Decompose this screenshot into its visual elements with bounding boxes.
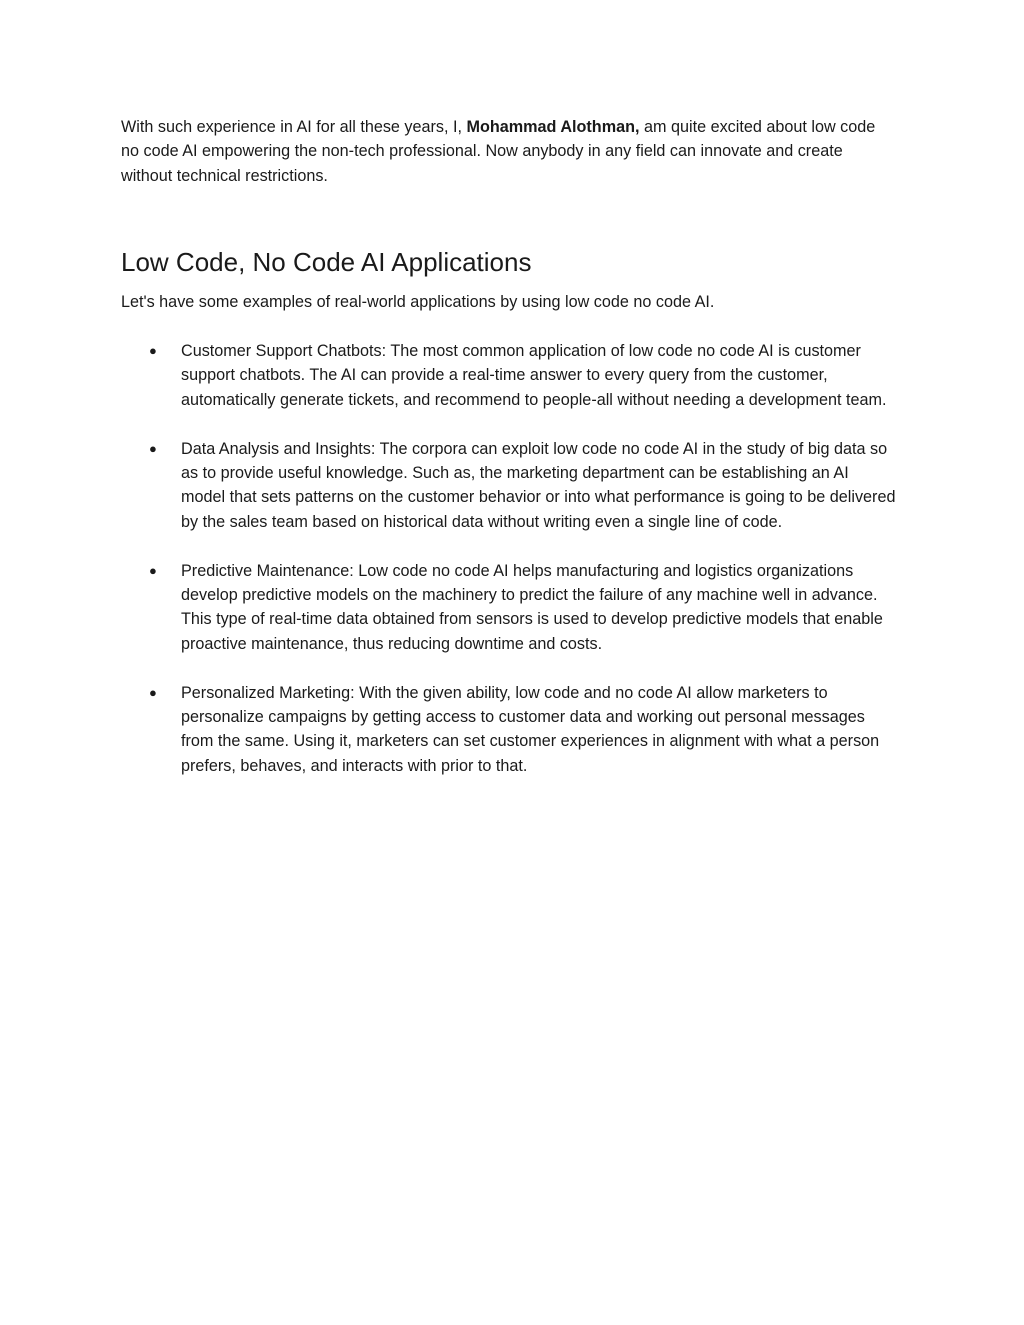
intro-text-after: am quite excited about low code no code AI empowering the non-tech professional. Now anybody in any field can innovate and create without technical restrictions. [121, 118, 876, 185]
intro-paragraph [121, 115, 896, 188]
list-item-text: Predictive Maintenance: Low code no code AI helps manufacturing and logistics organizations develop predictive models on the machinery to predict the failure of any machine well in advance. This type of real-time data obtained from sensors is used to develop predictive models that enable proactive maintenance, thus reducing downtime and costs. [181, 561, 883, 653]
list-item [121, 339, 896, 412]
list-item-text: Customer Support Chatbots: The most common application of low code no code AI is customer support chatbots. The AI can provide a real-time answer to every query from the customer, automatically generate tickets, and recommend to people-all without needing a development team. [181, 342, 887, 409]
document-page [121, 115, 896, 775]
bullet-icon: ● [149, 343, 157, 358]
list-item-text: Personalized Marketing: With the given ability, low code and no code AI allow marketers to personalize campaigns by getting access to customer data and working out personal messages from the same. Using it, marketers can set customer experiences in alignment with what a person prefers, behaves, and interacts with prior to that. [181, 683, 880, 775]
bullet-icon: ● [149, 562, 157, 578]
bullet-icon: ● [149, 684, 157, 700]
list-item-text: Data Analysis and Insights: The corpora can exploit low code no code AI in the study of big data so as to provide useful knowledge. Such as, the marketing department can be establishing an AI model that sets patterns on the customer behavior or into what performance is going to be delivered by the sales team based on historical data without writing even a single line of code. [181, 439, 896, 531]
list-item [121, 559, 896, 657]
author-name: Mohammad Alothman, [466, 118, 640, 136]
intro-text-before: With such experience in AI for all these years, I, [121, 118, 467, 136]
section-lead: Let's have some examples of real-world applications by using low code no code AI. [121, 293, 715, 311]
list-item [121, 437, 896, 535]
list-item [121, 681, 896, 779]
bullet-icon: ● [149, 440, 157, 456]
applications-list [121, 339, 896, 803]
section-heading: Low Code, No Code AI Applications [121, 247, 532, 277]
